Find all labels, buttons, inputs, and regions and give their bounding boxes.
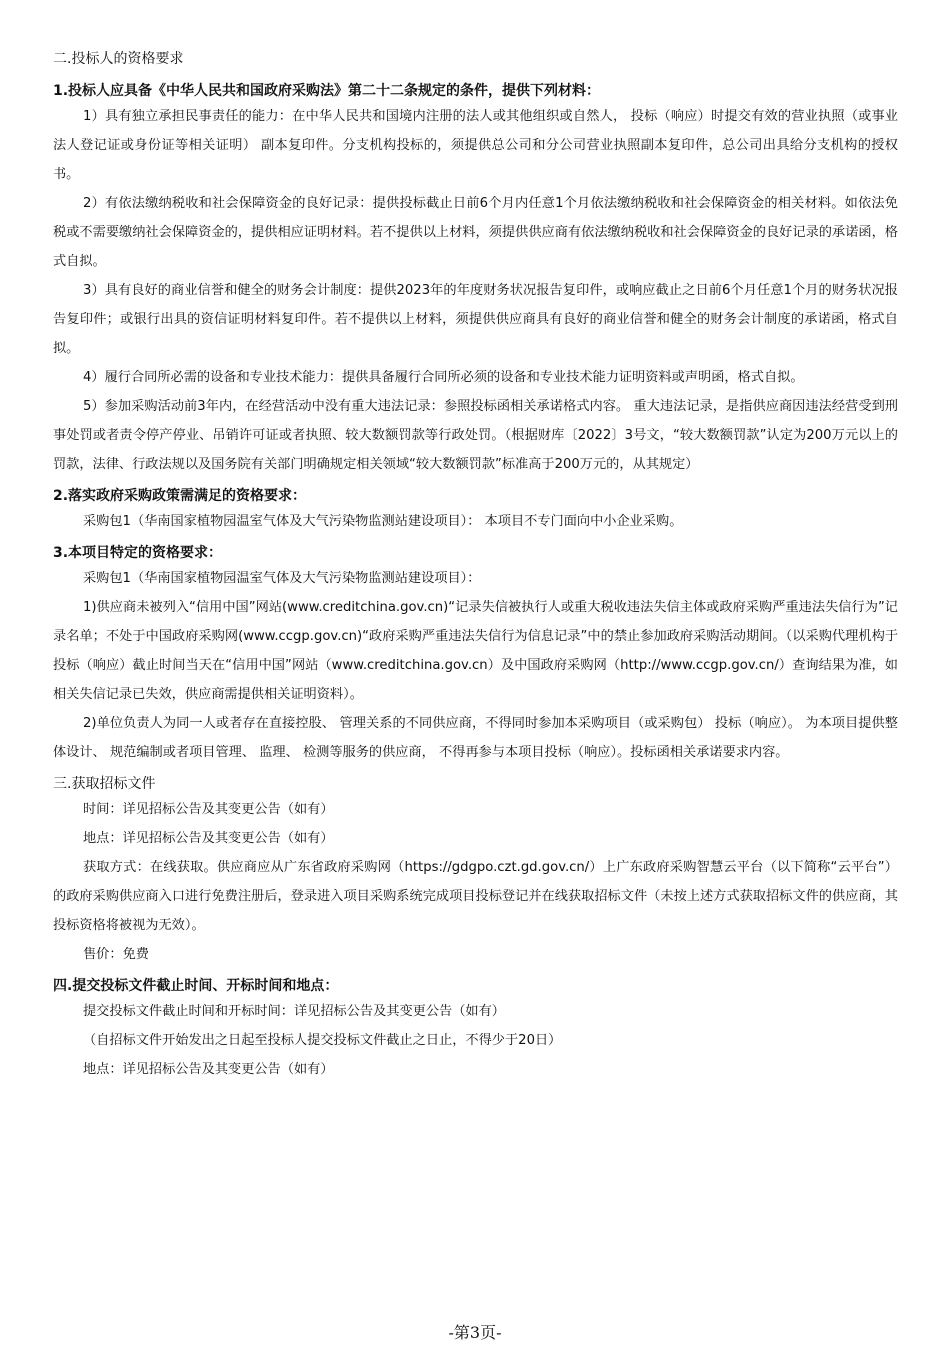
section-3-time: 时间：详见招标公告及其变更公告（如有） xyxy=(83,802,334,817)
requirement-2-text: 采购包1（华南国家植物园温室气体及大气污染物监测站建设项目）： 本项目不专门面向中小企业采购。 xyxy=(83,514,683,529)
requirement-3-heading: 3.本项目特定的资格要求： xyxy=(53,545,223,561)
section-3-heading: 三.获取招标文件 xyxy=(53,776,156,792)
requirement-1-item-4: 4）履行合同所必需的设备和专业技术能力：提供具备履行合同所必须的设备和专业技术能力证明资料或声明函，格式自拟。 xyxy=(83,370,804,385)
requirement-1-heading: 1.投标人应具备《中华人民共和国政府采购法》第二十二条规定的条件，提供下列材料： xyxy=(53,83,601,99)
section-2-heading: 二.投标人的资格要求 xyxy=(53,51,184,67)
section-4-place: 地点：详见招标公告及其变更公告（如有） xyxy=(83,1062,334,1077)
requirement-1-item-1: 1）具有独立承担民事责任的能力：在中华人民共和国境内注册的法人或其他组织或自然人， 投标（响应）时提交有效的营业执照（或事业法人登记证或身份证等相关证明） 副本复印件。分支机构投标的，须提供总公司和分公司营业执照副本复印件，总公司出具给分支机构的授权书。 xyxy=(53,109,898,182)
document-body xyxy=(53,48,898,1084)
section-3-place: 地点：详见招标公告及其变更公告（如有） xyxy=(83,831,334,846)
requirement-3-item-2: 2)单位负责人为同一人或者存在直接控股、 管理关系的不同供应商，不得同时参加本采购项目（或采购包） 投标（响应）。 为本项目提供整体设计、 规范编制或者项目管理、 监理、 检测等服务的供应商， 不得再参与本项目投标（响应）。投标函相关承诺要求内容。 xyxy=(53,716,898,760)
requirement-1-item-3: 3）具有良好的商业信誉和健全的财务会计制度：提供2023年的年度财务状况报告复印件，或响应截止之日前6个月任意1个月的财务状况报告复印件；或银行出具的资信证明材料复印件。若不提供以上材料，须提供供应商具有良好的商业信誉和健全的财务会计制度的承诺函，格式自拟。 xyxy=(53,283,898,356)
section-4-note: （自招标文件开始发出之日起至投标人提交投标文件截止之日止，不得少于20日） xyxy=(83,1033,562,1048)
section-4-heading: 四.提交投标文件截止时间、开标时间和地点： xyxy=(53,978,339,994)
section-3-price: 售价：免费 xyxy=(83,947,149,962)
section-3-method: 获取方式：在线获取。供应商应从广东省政府采购网（https://gdgpo.czt.gd.gov.cn/）上广东政府采购智慧云平台（以下简称“云平台”）的政府采购供应商入口进行免费注册后，登录进入项目采购系统完成项目投标登记并在线获取招标文件（未按上述方式获取招标文件的供应商，其投标资格将被视为无效）。 xyxy=(53,860,898,933)
requirement-2-heading: 2.落实政府采购政策需满足的资格要求： xyxy=(53,488,307,504)
requirement-1-item-5: 5）参加采购活动前3年内，在经营活动中没有重大违法记录：参照投标函相关承诺格式内容。 重大违法记录，是指供应商因违法经营受到刑事处罚或者责令停产停业、吊销许可证或者执照、较大数额罚款等行政处罚。（根据财库〔2022〕3号文，“较大数额罚款”认定为200万元以上的罚款，法律、行政法规以及国务院有关部门明确规定相关领域“较大数额罚款”标准高于200万元的，从其规定） xyxy=(53,399,898,472)
requirement-3-item-1: 1)供应商未被列入“信用中国”网站(www.creditchina.gov.cn)“记录失信被执行人或重大税收违法失信主体或政府采购严重违法失信行为”记录名单；不处于中国政府采购网(www.ccgp.gov.cn)“政府采购严重违法失信行为信息记录”中的禁止参加政府采购活动期间。（以采购代理机构于投标（响应）截止时间当天在“信用中国”网站（www.creditchina.gov.cn）及中国政府采购网（http://www.ccgp.gov.cn/）查询结果为准，如相关失信记录已失效，供应商需提供相关证明资料）。 xyxy=(53,600,898,702)
page-number: -第3页- xyxy=(448,1323,502,1342)
requirement-3-package-line: 采购包1（华南国家植物园温室气体及大气污染物监测站建设项目）： xyxy=(83,571,481,586)
section-4-deadline: 提交投标文件截止时间和开标时间：详见招标公告及其变更公告（如有） xyxy=(83,1004,505,1019)
requirement-1-item-2: 2）有依法缴纳税收和社会保障资金的良好记录：提供投标截止日前6个月内任意1个月依法缴纳税收和社会保障资金的相关材料。如依法免税或不需要缴纳社会保障资金的，提供相应证明材料。若不提供以上材料，须提供供应商有依法缴纳税收和社会保障资金的良好记录的承诺函，格式自拟。 xyxy=(53,196,898,269)
